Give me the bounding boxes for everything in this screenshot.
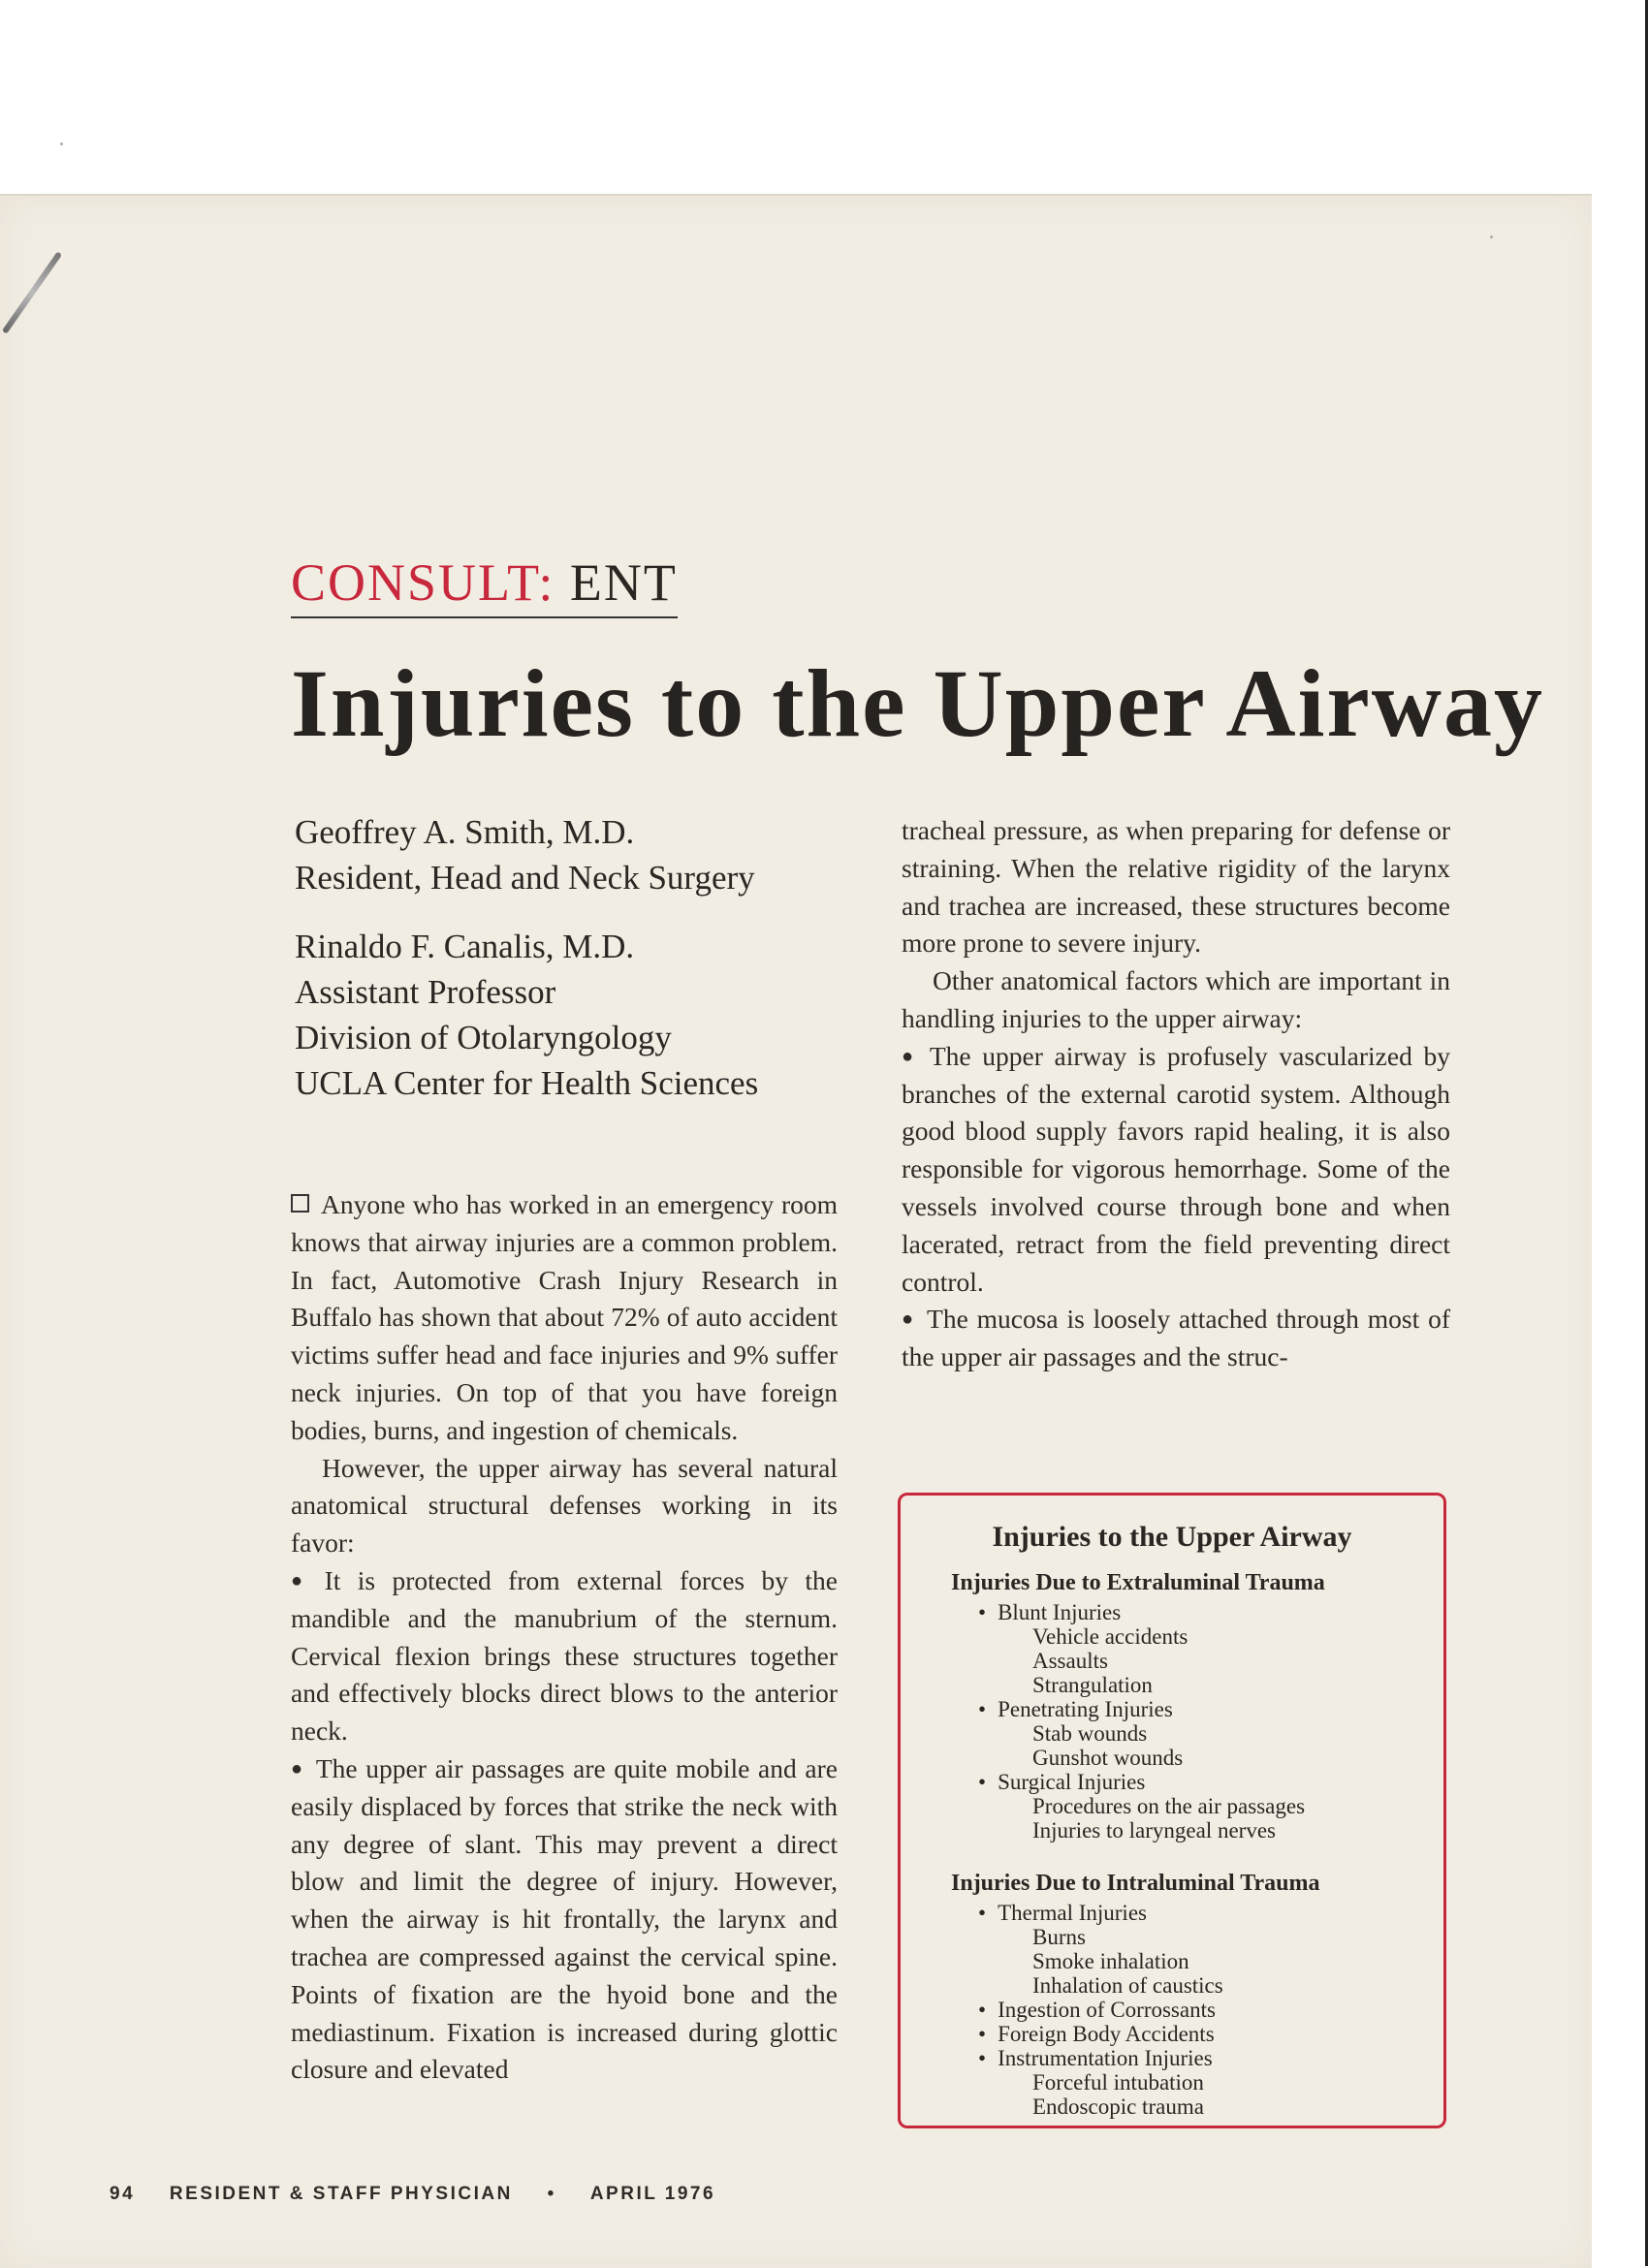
- author-affiliation: Resident, Head and Neck Surgery: [295, 859, 755, 897]
- author-name: Geoffrey A. Smith, M.D.: [295, 813, 635, 851]
- issue-date: APRIL 1976: [589, 2184, 716, 2204]
- page-footer: [110, 2184, 743, 2205]
- sidebar-subitem: Inhalation of caustics: [1032, 1973, 1223, 1998]
- author-block: [295, 809, 758, 1106]
- sidebar-box: [898, 1493, 1446, 2128]
- footer-separator: •: [547, 2184, 556, 2204]
- body-column-left: [291, 1186, 838, 2089]
- sidebar-item: • Thermal Injuries: [951, 1901, 1319, 1925]
- body-paragraph: Other anatomical factors which are important in handling injuries to the upper airway:: [902, 965, 1450, 1033]
- sidebar-group-extraluminal: [951, 1571, 1325, 1843]
- sidebar-subitem: Endoscopic trauma: [1032, 2095, 1204, 2119]
- body-bullet-paragraph: ● The upper airway is profusely vascularized by branches of the external carotid system. Although good blood supply favors rapid healing, it is also responsible for vigorous hemorrhage. Some of the vessels involved course through bone and when lacerated, retract from the field preventing direct control.: [902, 1038, 1450, 1302]
- section-topic: ENT: [569, 553, 678, 612]
- sidebar-item: • Blunt Injuries: [951, 1600, 1325, 1624]
- sidebar-group-heading: Injuries Due to Intraluminal Trauma: [951, 1871, 1320, 1896]
- sidebar-subitem: Procedures on the air passages: [1032, 1794, 1306, 1818]
- author-affiliation: UCLA Center for Health Sciences: [295, 1064, 759, 1102]
- section-prefix: CONSULT:: [291, 553, 555, 612]
- sidebar-group-intraluminal: [951, 1872, 1319, 2119]
- sidebar-subitem: Gunshot wounds: [1032, 1746, 1184, 1770]
- body-bullet-paragraph: ● It is protected from external forces by the mandible and the manubrium of the sternum. Cervical flexion brings these structures together and effectively blocks direct blows to the anterior neck.: [291, 1562, 838, 1750]
- sidebar-subitem: Forceful intubation: [1032, 2070, 1204, 2095]
- page-number: 94: [110, 2184, 136, 2204]
- sidebar-item: • Penetrating Injuries: [951, 1697, 1325, 1721]
- author-affiliation: Division of Otolaryngology: [295, 1019, 672, 1056]
- author-name: Rinaldo F. Canalis, M.D.: [295, 928, 635, 965]
- sidebar-item: • Foreign Body Accidents: [951, 2022, 1319, 2046]
- sidebar-title: Injuries to the Upper Airway: [992, 1521, 1352, 1553]
- sidebar-subitem: Strangulation: [1032, 1673, 1153, 1697]
- body-bullet-paragraph: ● The mucosa is loosely attached through most of the upper air passages and the struc-: [902, 1301, 1450, 1376]
- body-paragraph: Anyone who has worked in an emergency room knows that airway injuries are a common problem. In fact, Automotive Crash Injury Research in Buffalo has shown that about 72% of auto accident victims suffer head and face injuries and 9% suffer neck injuries. On top of that you have foreign bodies, burns, and ingestion of chemicals.: [291, 1189, 838, 1445]
- sidebar-item: • Instrumentation Injuries: [951, 2046, 1319, 2070]
- article-title: Injuries to the Upper Airway: [291, 649, 1545, 757]
- sidebar-subitem: Injuries to laryngeal nerves: [1032, 1818, 1276, 1843]
- sidebar-item: • Ingestion of Corrossants: [951, 1998, 1319, 2022]
- author-affiliation: Assistant Professor: [295, 973, 556, 1011]
- sidebar-subitem: Stab wounds: [1032, 1721, 1148, 1746]
- body-paragraph: tracheal pressure, as when preparing for defense or straining. When the relative rigidity of the larynx and trachea are increased, these structures become more prone to severe injury.: [902, 815, 1450, 959]
- sidebar-group-heading: Injuries Due to Extraluminal Trauma: [951, 1570, 1325, 1595]
- sidebar-subitem: Vehicle accidents: [1032, 1624, 1188, 1649]
- journal-name: RESIDENT & STAFF PHYSICIAN: [169, 2184, 513, 2204]
- body-column-right: [902, 812, 1450, 1376]
- sidebar-subitem: Smoke inhalation: [1032, 1949, 1189, 1973]
- section-header: [291, 552, 678, 618]
- scan-speck: [1490, 236, 1493, 238]
- sidebar-subitem: Assaults: [1032, 1649, 1108, 1673]
- body-paragraph: However, the upper airway has several natural anatomical structural defenses working in its favor:: [291, 1452, 838, 1559]
- scan-speck: [60, 142, 63, 145]
- body-bullet-paragraph: ● The upper air passages are quite mobile and are easily displaced by forces that strike the neck with any degree of slant. This may prevent a direct blow and limit the degree of injury. However, when the airway is hit frontally, the larynx and trachea are compressed against the cervical spine. Points of fixation are the hyoid bone and the mediastinum. Fixation is increased during glottic closure and elevated: [291, 1750, 838, 2089]
- sidebar-subitem: Burns: [1032, 1925, 1086, 1949]
- sidebar-item: • Surgical Injuries: [951, 1770, 1325, 1794]
- square-bullet-icon: [291, 1194, 309, 1213]
